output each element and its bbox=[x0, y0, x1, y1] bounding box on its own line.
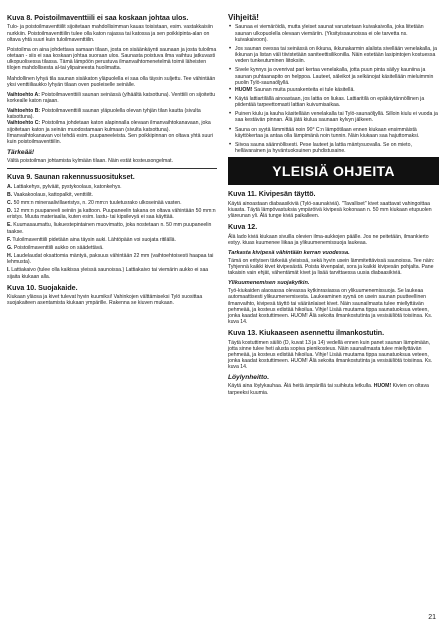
huom-label: HUOM! bbox=[235, 86, 253, 93]
k9-item bbox=[7, 200, 217, 206]
k9-item bbox=[7, 253, 217, 265]
item-text: Saunaa ei viemäröidä, mutta yleiset saunat varustetaan kuivakaivolla, joka liitetään saunan ulkopuolella olevaan viemäriin. (Yksityissaunoissa ei ole tarvetta ns. kuivakaivoon). bbox=[235, 24, 424, 43]
k9-item bbox=[7, 192, 217, 198]
alt-b bbox=[7, 108, 217, 120]
k9-item bbox=[7, 267, 217, 279]
k11-title: Kuva 11. Kivipesän täyttö. bbox=[228, 190, 316, 199]
k9-item-text: Tuloilmaventtiili pidetään aina täysin auki. Lähtöpään voi suojata ritilällä. bbox=[11, 236, 176, 243]
k9-item-text: Lattiakehys, pylväät, pystykoolaus, katonkehys. bbox=[12, 183, 122, 190]
vihjeita-item bbox=[235, 67, 439, 85]
k9-item bbox=[7, 208, 217, 220]
k9-item-label: H. bbox=[7, 253, 13, 260]
vihjeita-item bbox=[235, 111, 439, 123]
ylikuumeneminen-text: Työ-kiukaiden alaosassa olevassa kytkinrasiassa on ylikuumenemissuoja. Se laukeaa automaattisesti ylikuumenemisesta. Laukeaminen syynä on usein saunan puutteellinen ilmanvaihto, kivipesä täyttö tai vääränlaiset kivet. Näin saunailmasta tulee miellyttävän pehmeää, ja kosteus edistää hikoilua. Vihje! Lisää muutama tippa saunatuoksua veteen, jonka kaadat kostuttimeen. HUOM! Älä sekoita ilmankostutinta ja vesisäiliötä toisiinsa. Ks. kuva 14. bbox=[228, 288, 433, 326]
k9-item-text: 50 mm:n mineraalivillaeristys, n. 20 mm:n tuuletusrako ulkoseinää vasten. bbox=[12, 199, 182, 206]
alt-b-label: Vaihtoehto B: bbox=[7, 108, 41, 115]
item-text: Sivele kynnys ja ovenrivat pari kertaa venelakalla, jotta puun pinta säilyy kauniina ja saunan puhtaanapito on helppoa. Lauteet, säleikot ja selkänojat käsitellään mieluimmin puolin Tylö-saunaöljyllä. bbox=[235, 67, 434, 86]
k9-item bbox=[7, 237, 217, 243]
vihjeita-title: Vihjeitä! bbox=[228, 13, 259, 22]
vihjeita-item bbox=[235, 96, 439, 108]
k9-item-label: F. bbox=[7, 236, 11, 243]
page-number: 21 bbox=[428, 614, 436, 621]
loylyn-text-pre: Käytä aina löylykauhaa. Älä heitä ämpärillä tai suihkuta letkulla. bbox=[228, 383, 374, 390]
k8-paragraph-3: Mahdollinen lyhyä tila saunan sisäkaton yläpuolella ei saa olla täysin suljettu. Tee vähintään yksi venttiiliaukko lyhyän tilaan oven puoleiselle seinälle. bbox=[7, 75, 216, 88]
k9-item-text: Kuumasaumattu, liukuestepintainen muovimatto, joka nostetaan n. 50 mm puupaneelin taakse. bbox=[7, 222, 212, 235]
huom-label: HUOM! bbox=[373, 383, 392, 390]
k9-item-label: B. bbox=[7, 191, 13, 198]
loylyn-title: Löylynheitto. bbox=[228, 374, 270, 382]
vihjeita-item bbox=[235, 127, 439, 139]
k8-title: Kuva 8. Poistoilmaventtiili ei saa koskaan johtaa ulos. bbox=[7, 14, 189, 22]
loylyn-text bbox=[228, 383, 439, 395]
k9-item-label: E. bbox=[7, 222, 12, 229]
vihjeita-item-note bbox=[235, 87, 439, 93]
k9-list bbox=[7, 184, 217, 280]
alt-c-text: Poistoilma johdetaan katon alapinnalla olevaan ilmanvaihtokanavaan, joka sijoitetaan katon ja seinän muodostamaan kulmaan (sivulta katsottuna). Ilmanvaihtokanavan voi tehdä esim. puupaneeleista. Sen poikkipinnan on oltava yhtä suuri kuin poistoilmaventtiilin. bbox=[7, 120, 214, 145]
alt-b-text: Poistoilmaventtiili saunan yläpuolella olevan tyhjän tilan kautta (sivulta katsottuna). bbox=[7, 108, 201, 121]
ylikuumeneminen-title: Ylikuumenemisen suojakytkin. bbox=[228, 280, 310, 287]
divider bbox=[7, 168, 217, 169]
k12-text: Älä lado kiviä kiukaan sivuilla olevien ilma-aukkojen päälle. Jos ne peitetään, ilmankierto estyy. kiuas kuumenee liikaa ja ylikuumenemissuoja laukeaa. bbox=[228, 233, 429, 246]
k9-item bbox=[7, 245, 217, 251]
k13-text: Täytä kostuttimen säiliö (D, kuvat 13 ja 14) vedellä ennen kuin panet saunan lämpimään, jotta sinne tulee heti alusta sopiva pienikosteus. Näin saunailmasta tulee miellyttävän pehmeää, ja kosteus edistää hikoilua. Vihje! Lisää muutama tippa saunatuoksua veteen, jonka kaadat kostuttimeen. HUOM! Älä sekoita ilmankostutinta ja vesisäiliötä toisiinsa. Ks. kuva 14. bbox=[228, 339, 433, 371]
k9-item-text: Poistoilmaventtiili aukko on säädettävä. bbox=[12, 244, 104, 251]
item-text: Siivoa sauna säännöllisesti. Pese lauteet ja lattia mäntysuovalla. Se on mieto, hellävarainen ja hyväntuoksuinen puhdistusaine. bbox=[235, 141, 412, 155]
item-text: Käytä lattiartilällä ainoastaan, jos lattia on liukas. Lattiaritilä on epäkäytännöllinen ja piidentää tarpeettomasti lattian kuivumisaikaa. bbox=[235, 95, 425, 109]
alt-c bbox=[7, 120, 217, 145]
k12-title: Kuva 12. bbox=[228, 223, 258, 232]
vihjeita-item bbox=[235, 142, 439, 154]
alt-a-label: Vaihtoehto A: bbox=[7, 91, 40, 98]
right-column bbox=[228, 14, 439, 400]
left-column bbox=[7, 14, 217, 310]
section-banner: YLEISIÄ OHJEITA bbox=[228, 157, 439, 185]
k9-item-label: I. bbox=[7, 267, 10, 274]
loylyn-text-post: Kivien on oltava tarpeeksi kuumia. bbox=[228, 383, 429, 396]
vihjeita-item bbox=[235, 46, 439, 64]
vihjeita-item bbox=[235, 24, 439, 42]
k8-paragraph-2: Poistoilma on aina johdettava samaan tilaan, josta on sisäänkäynti saunaan ja josta tuloilma otetaan - siis ei saa koskaan johtaa suoraan ulos. Saunasta poistuva ilma vaihtuu jatkuvasti ulkopuolisessa tilassa. Tämä lämpöön perustuva ilmanvaihtomenetelmä toimii läheisten tilojen mahdollisesta al-tai ylipaineesta huolimatta. bbox=[7, 46, 217, 72]
alt-a-text: Poistoilmaventtiili saunan seinässä (ylhäältä katsottuna). Venttiili on sijoitettu korkealle katon rajaan. bbox=[7, 91, 216, 104]
k8-paragraph-1: Tulo- ja poistoilmaventtiilit sijoitetaan mahdollisimman kauas toisistaan, esim. vastakkaisiin nurkkiin. Poistoilmaventtiilin tulee olla katon rajassa tai katossa ja sen poikkipinta-alan on oltava yhtä suuri kuin tuloilmaventtiilin. bbox=[7, 24, 213, 43]
alt-a bbox=[7, 92, 217, 104]
k9-item-label: G. bbox=[7, 244, 13, 251]
tarkeaa-text: Vältä poistoilman johtamista kylmään tilaan. Näin estät kosteusongelmat. bbox=[7, 158, 174, 165]
k9-item-label: C. bbox=[7, 199, 13, 206]
k9-item-text: Lattiakaivo (tulee olla kaikissa yleissä saunoissa.) Lattiakaivo tai viemärin aukko ei saa sijaita kiukaan alla. bbox=[7, 267, 209, 280]
tarkasta-text: Tämä on erityisen tärkeää yleisissä, sekä hyvin usein lämmitettävissä saunoissa. Tee näin: Tyhjennä kaikki kivet kivipesästä. Poista kivenpalat, sora ja kaikki kivipesän pohjalta. Pane takaisin vain ehjät, vähentämät kivet ja lisää tarvittaessa uusia diabaasikiviä. bbox=[228, 257, 435, 277]
k9-item-text: Vaakakoolaus, kattopalkit, venttiilit. bbox=[12, 191, 93, 198]
tarkasta-title: Tarkasta kivipesä vähintään kerran vuodessa. bbox=[228, 249, 350, 256]
k9-title: Kuva 9. Saunan rakennussuositukset. bbox=[7, 173, 135, 182]
item-text: Puinen kiulu ja kauha käsitellään venelakalla tai Tylö-saunaöljyllä. Silloin kiulu ei vuoda ja saa kestävän pinnan. Älä jätä kiulua saunaan kylvyn jälkeen. bbox=[235, 111, 438, 124]
k10-title: Kuva 10. Suojakaide. bbox=[7, 283, 78, 292]
item-text: Saunan muita puurakenteita ei tule käsitellä. bbox=[252, 86, 355, 93]
k13-title: Kuva 13. Kiukaaseen asennettu ilmankostutin. bbox=[228, 329, 385, 338]
tarkeaa-title: Tärkeää! bbox=[7, 149, 35, 157]
k9-item-text: Laudelaudat oksattomia mäntyä, paksuus vähintään 22 mm (vaihtoehtoisesti haapaa tai lehmusta). bbox=[7, 253, 214, 266]
k10-text: Kiukaan yläosa ja kivet tulevat hyvin kuumiksi! Vahinkojen välttämiseksi Tylö suosittaa suojakaiteen asentamista kiukaan ympärille. Rakenna se kiuven mukaan. bbox=[7, 294, 203, 307]
alt-c-label: Vaihtoehto C: bbox=[7, 120, 41, 127]
k9-item-label: D. bbox=[7, 208, 13, 215]
item-text: Sauna on syytä lämmittää noin 90° C:n lämpötilaan ennen kiukaan ensimmäistä käyttökertaa ja antaa olla lämpimänä noin tunnin. Näin kiukaan saa hajuttomaksi. bbox=[235, 126, 420, 139]
k9-item-label: A. bbox=[7, 183, 13, 190]
k9-item-text: 12 mm:n puupaneeli seiniin ja kattoon. Puupaneelin takana on oltava vähintään 50 mm:n eristys. Muuta materiaalia, kuten esim. lastu- tai kipsilevyä ei saa käyttää. bbox=[7, 208, 216, 221]
k11-text: Käytä ainoastaan diabaasikiviä (Tylö-saunakiviä). "Tavalliset" kivet saattavat vahingoittaa kiuasta. Täytä lämpövastuksia ympäröivä kivipesä kokonaan n. 50 mm kiukaan etupuolen yläreunan yli. Älä tunge kiviä paikalleen. bbox=[228, 200, 432, 219]
k9-item bbox=[7, 222, 217, 234]
item-text: Jos saunan ovessa tai seinässä on ikkuna, ikkunakarmin alalista sivellään venelakalla, ja ikkunan ja listan väli tiivistetään saniteettisilikonilla. Näin estetään lasipintojen kostuessa veden tunkeutuminen liitoksiin. bbox=[235, 45, 438, 65]
k9-item bbox=[7, 184, 217, 190]
vihjeita-list bbox=[228, 24, 439, 154]
